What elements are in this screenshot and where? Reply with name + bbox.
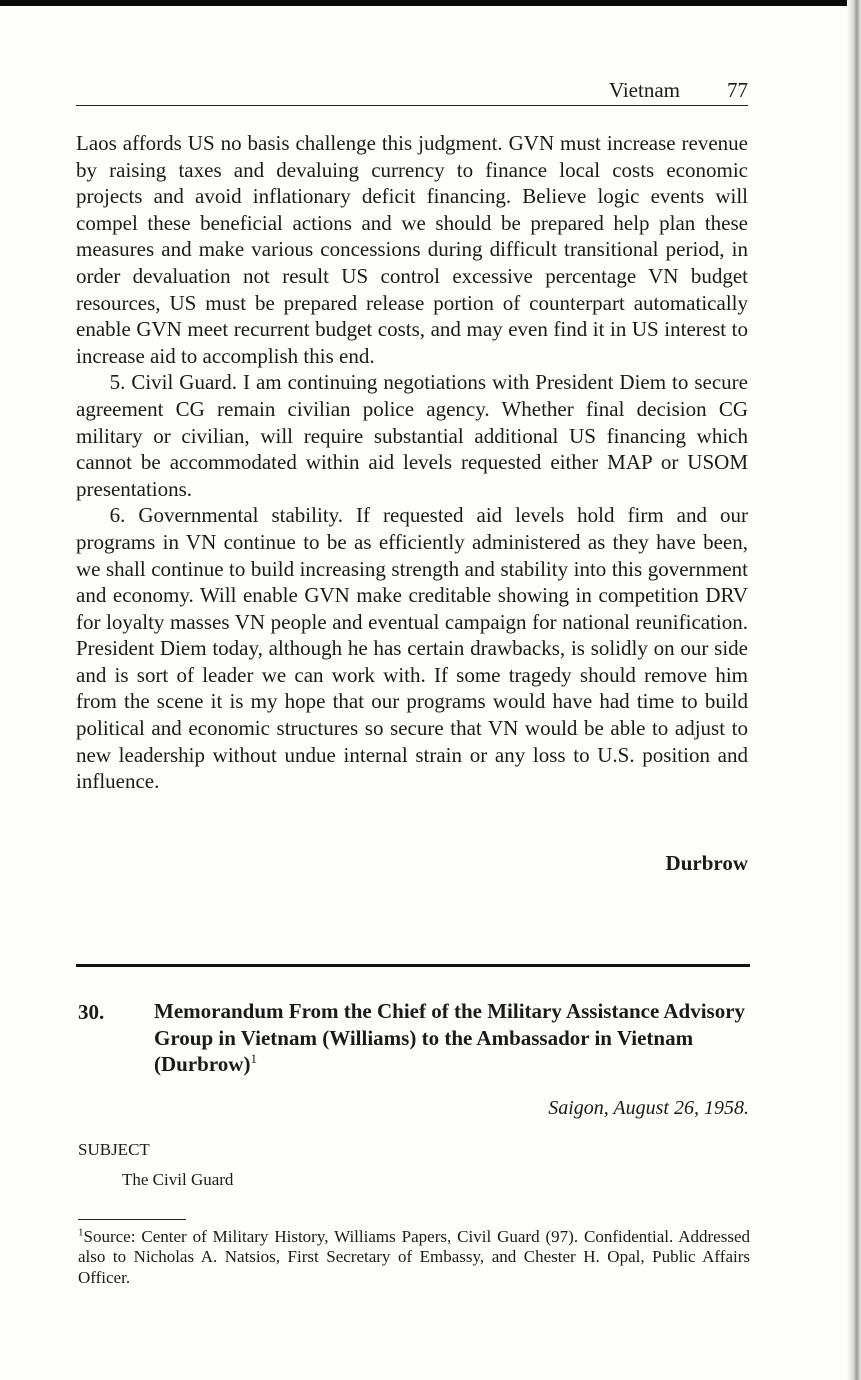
footnote-paragraph	[78, 1227, 750, 1288]
place-date-line: Saigon, August 26, 1958.	[548, 1097, 749, 1119]
page-binding-edge	[847, 0, 861, 1380]
body-paragraph-governmental-stability: 6. Governmental stability. If requested aid levels hold firm and our programs in VN continue to be as efficiently administered as they have been, we shall continue to build increasing strength and stability into this government and economy. Will enable GVN make creditable showing in competition DRV for loyalty masses VN people and eventual campaign for national reunification. President Diem today, although he has certain drawbacks, is solidly on our side and is sort of leader we can work with. If some tragedy should remove him from the scene it is my hope that our programs would have had time to build political and economic structures so secure that VN would be able to adjust to new leadership without undue internal strain or any loss to U.S. position and influence.	[76, 503, 748, 794]
section-divider	[76, 964, 750, 967]
document-title-text: Memorandum From the Chief of the Military Assistance Advisory Group in Vietnam (Williams) to the Ambassador in Vietnam (Durbrow)	[154, 999, 746, 1076]
signature: Durbrow	[665, 851, 748, 875]
document-number: 30.	[78, 1000, 105, 1024]
body-paragraph-civil-guard: 5. Civil Guard. I am continuing negotiations with President Diem to secure agreement CG remain civilian police agency. Whether final decision CG military or civilian, will require substantial additional US financing which cannot be accommodated within aid levels requested either MAP or USOM presentations.	[76, 370, 748, 501]
running-header-title: Vietnam	[608, 78, 680, 102]
page-top-border	[0, 0, 861, 6]
subject-value: The Civil Guard	[122, 1170, 234, 1189]
footnote	[78, 1227, 750, 1288]
footnote-rule	[78, 1219, 186, 1220]
telegram-body	[76, 130, 748, 795]
footnote-reference: 1	[250, 1051, 257, 1066]
body-paragraph-1: Laos affords US no basis challenge this judgment. GVN must increase revenue by raising taxes and devaluing currency to finance local costs economic projects and avoid inflationary deficit financing. Believe logic events will compel these beneficial actions and we should be prepared help plan these measures and make various concessions during difficult transitional period, in order devaluation not result US control excessive percentage VN budget resources, US must be prepared release portion of counterpart automatically enable GVN meet recurrent budget costs, and may even find it in US interest to increase aid to accomplish this end.	[76, 131, 748, 368]
header-rule	[76, 105, 748, 106]
footnote-marker: 1	[78, 1226, 84, 1239]
running-header	[76, 78, 748, 104]
document-title	[154, 998, 750, 1078]
footnote-text: Source: Center of Military History, Williams Papers, Civil Guard (97). Confidential. Addressed also to Nicholas A. Natsios, First Secretary of Embassy, and Chester H. Opal, Public Affairs Officer.	[78, 1227, 750, 1287]
subject-label: SUBJECT	[78, 1140, 150, 1159]
page-number: 77	[727, 78, 748, 102]
